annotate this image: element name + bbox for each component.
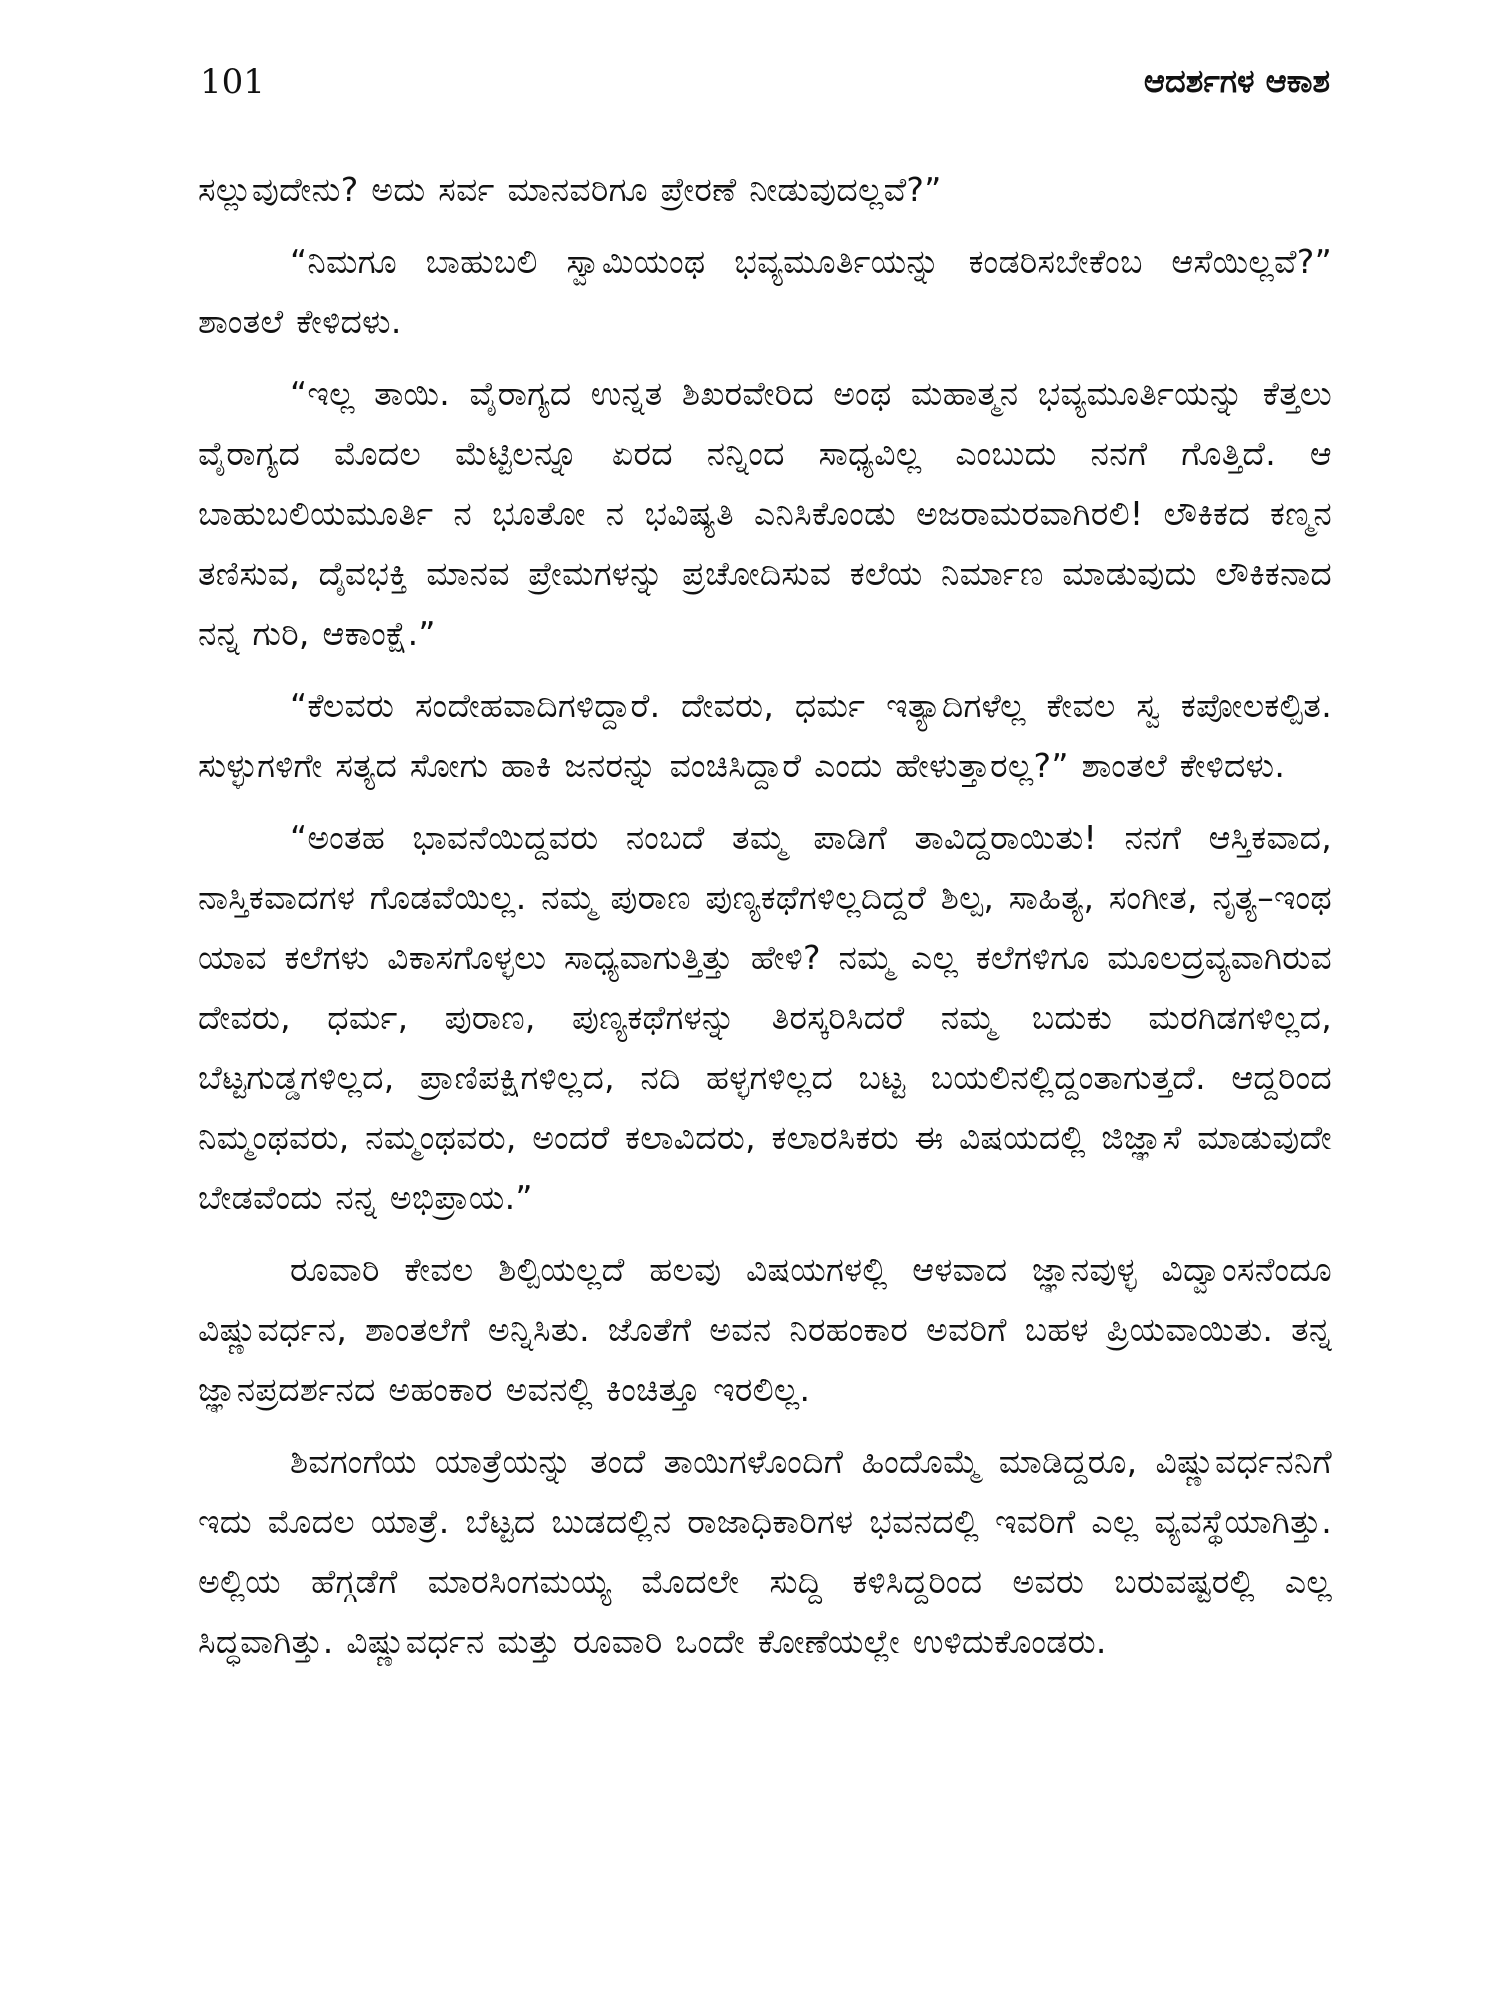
paragraph: ರೂವಾರಿ ಕೇವಲ ಶಿಲ್ಪಿಯಲ್ಲದೆ ಹಲವು ವಿಷಯಗಳಲ್ಲಿ ಆಳವಾದ ಜ್ಞಾನವುಳ್ಳ ವಿದ್ವಾಂಸನೆಂದೂ ವಿಷ್ಣುವರ್ಧನ, ಶಾಂತಲೆಗೆ ಅನ್ನಿಸಿತು. ಜೊತೆಗೆ ಅವನ ನಿರಹಂಕಾರ ಅವರಿಗೆ ಬಹಳ ಪ್ರಿಯವಾಯಿತು. ತನ್ನ ಜ್ಞಾನಪ್ರದರ್ಶನದ ಅಹಂಕಾರ ಅವನಲ್ಲಿ ಕಿಂಚಿತ್ತೂ ಇರಲಿಲ್ಲ. [198, 1250, 1332, 1409]
paragraph: ಸಲ್ಲುವುದೇನು? ಅದು ಸರ್ವ ಮಾನವರಿಗೂ ಪ್ರೇರಣೆ ನೀಡುವುದಲ್ಲವೆ?” [198, 170, 942, 209]
paragraph: “ಇಲ್ಲ ತಾಯಿ. ವೈರಾಗ್ಯದ ಉನ್ನತ ಶಿಖರವೇರಿದ ಅಂಥ ಮಹಾತ್ಮನ ಭವ್ಯಮೂರ್ತಿಯನ್ನು ಕೆತ್ತಲು ವೈರಾಗ್ಯದ ಮೊದಲ ಮೆಟ್ಟಿಲನ್ನೂ ಏರದ ನನ್ನಿಂದ ಸಾಧ್ಯವಿಲ್ಲ ಎಂಬುದು ನನಗೆ ಗೊತ್ತಿದೆ. ಆ ಬಾಹುಬಲಿಯಮೂರ್ತಿ ನ ಭೂತೋ ನ ಭವಿಷ್ಯತಿ ಎನಿಸಿಕೊಂಡು ಅಜರಾಮರವಾಗಿರಲಿ! ಲೌಕಿಕದ ಕಣ್ಮನ ತಣಿಸುವ, ದೈವಭಕ್ತಿ ಮಾನವ ಪ್ರೇಮಗಳನ್ನು ಪ್ರಚೋದಿಸುವ ಕಲೆಯ ನಿರ್ಮಾಣ ಮಾಡುವುದು ಲೌಕಿಕನಾದ ನನ್ನ ಗುರಿ, ಆಕಾಂಕ್ಷೆ.” [198, 374, 1332, 653]
body-text [198, 160, 1332, 1684]
paragraph: “ನಿಮಗೂ ಬಾಹುಬಲಿ ಸ್ವಾಮಿಯಂಥ ಭವ್ಯಮೂರ್ತಿಯನ್ನು ಕಂಡರಿಸಬೇಕೆಂಬ ಆಸೆಯಿಲ್ಲವೆ?” ಶಾಂತಲೆ ಕೇಳಿದಳು. [198, 242, 1332, 341]
running-header [200, 62, 1330, 112]
paragraph: “ಅಂತಹ ಭಾವನೆಯಿದ್ದವರು ನಂಬದೆ ತಮ್ಮ ಪಾಡಿಗೆ ತಾವಿದ್ದರಾಯಿತು! ನನಗೆ ಆಸ್ತಿಕವಾದ, ನಾಸ್ತಿಕವಾದಗಳ ಗೊಡವೆಯಿಲ್ಲ. ನಮ್ಮ ಪುರಾಣ ಪುಣ್ಯಕಥೆಗಳಿಲ್ಲದಿದ್ದರೆ ಶಿಲ್ಪ, ಸಾಹಿತ್ಯ, ಸಂಗೀತ, ನೃತ್ಯ–ಇಂಥ ಯಾವ ಕಲೆಗಳು ವಿಕಾಸಗೊಳ್ಳಲು ಸಾಧ್ಯವಾಗುತ್ತಿತ್ತು ಹೇಳಿ? ನಮ್ಮ ಎಲ್ಲ ಕಲೆಗಳಿಗೂ ಮೂಲದ್ರವ್ಯವಾಗಿರುವ ದೇವರು, ಧರ್ಮ, ಪುರಾಣ, ಪುಣ್ಯಕಥೆಗಳನ್ನು ತಿರಸ್ಕರಿಸಿದರೆ ನಮ್ಮ ಬದುಕು ಮರಗಿಡಗಳಿಲ್ಲದ, ಬೆಟ್ಟಗುಡ್ಡಗಳಿಲ್ಲದ, ಪ್ರಾಣಿಪಕ್ಷಿಗಳಿಲ್ಲದ, ನದಿ ಹಳ್ಳಗಳಿಲ್ಲದ ಬಟ್ಟ ಬಯಲಿನಲ್ಲಿದ್ದಂತಾಗುತ್ತದೆ. ಆದ್ದರಿಂದ ನಿಮ್ಮಂಥವರು, ನಮ್ಮಂಥವರು, ಅಂದರೆ ಕಲಾವಿದರು, ಕಲಾರಸಿಕರು ಈ ವಿಷಯದಲ್ಲಿ ಜಿಜ್ಞಾಸೆ ಮಾಡುವುದೇ ಬೇಡವೆಂದು ನನ್ನ ಅಭಿಪ್ರಾಯ.” [198, 818, 1332, 1217]
page-number: 101 [200, 62, 265, 102]
paragraph: ಶಿವಗಂಗೆಯ ಯಾತ್ರೆಯನ್ನು ತಂದೆ ತಾಯಿಗಳೊಂದಿಗೆ ಹಿಂದೊಮ್ಮೆ ಮಾಡಿದ್ದರೂ, ವಿಷ್ಣುವರ್ಧನನಿಗೆ ಇದು ಮೊದಲ ಯಾತ್ರೆ. ಬೆಟ್ಟದ ಬುಡದಲ್ಲಿನ ರಾಜಾಧಿಕಾರಿಗಳ ಭವನದಲ್ಲಿ ಇವರಿಗೆ ಎಲ್ಲ ವ್ಯವಸ್ಥೆಯಾಗಿತ್ತು. ಅಲ್ಲಿಯ ಹೆಗ್ಗಡೆಗೆ ಮಾರಸಿಂಗಮಯ್ಯ ಮೊದಲೇ ಸುದ್ದಿ ಕಳಿಸಿದ್ದರಿಂದ ಅವರು ಬರುವಷ್ಟರಲ್ಲಿ ಎಲ್ಲ ಸಿದ್ಧವಾಗಿತ್ತು. ವಿಷ್ಣುವರ್ಧನ ಮತ್ತು ರೂವಾರಿ ಒಂದೇ ಕೋಣೆಯಲ್ಲೇ ಉಳಿದುಕೊಂಡರು. [198, 1442, 1332, 1661]
paragraph: “ಕೆಲವರು ಸಂದೇಹವಾದಿಗಳಿದ್ದಾರೆ. ದೇವರು, ಧರ್ಮ ಇತ್ಯಾದಿಗಳೆಲ್ಲ ಕೇವಲ ಸ್ವ ಕಪೋಲಕಲ್ಪಿತ. ಸುಳ್ಳುಗಳಿಗೇ ಸತ್ಯದ ಸೋಗು ಹಾಕಿ ಜನರನ್ನು ವಂಚಿಸಿದ್ದಾರೆ ಎಂದು ಹೇಳುತ್ತಾರಲ್ಲ?” ಶಾಂತಲೆ ಕೇಳಿದಳು. [198, 686, 1332, 785]
running-title: ಆದರ್ಶಗಳ ಆಕಾಶ [1143, 62, 1330, 100]
